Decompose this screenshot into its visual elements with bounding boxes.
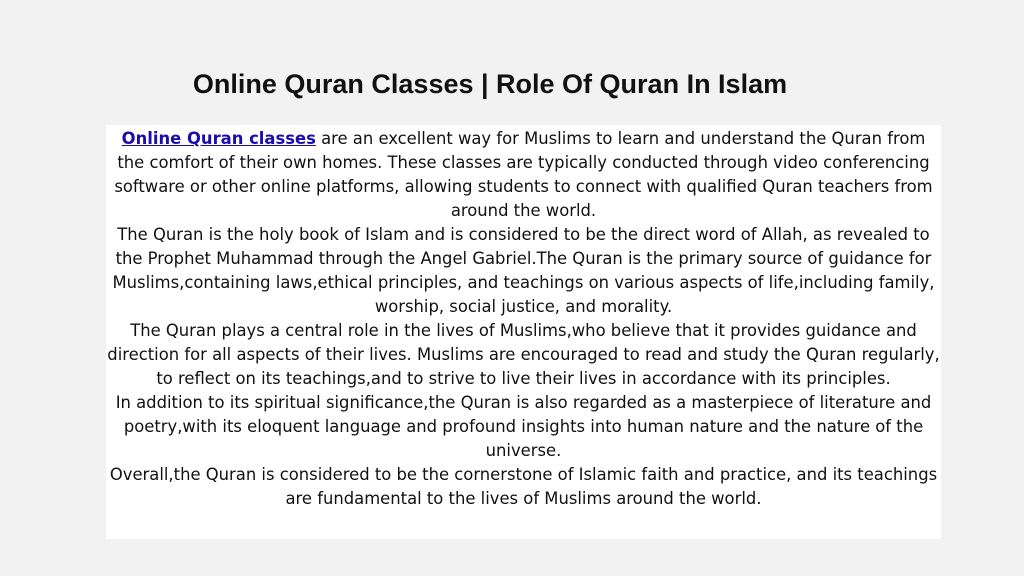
intro-text: are an excellent way for Muslims to learn and understand the Quran from the comfort of their own homes. These classes are typically conducted through video conferencing software or other online platforms, allowing students to connect with qualified Quran teachers from around the world. xyxy=(114,129,933,220)
page-title: Online Quran Classes | Role Of Quran In Islam xyxy=(192,69,788,99)
online-quran-classes-link[interactable]: Online Quran classes xyxy=(121,129,316,148)
paragraph-overall: Overall,the Quran is considered to be the cornerstone of Islamic faith and practice, and its teachings are fundamental to the lives of Muslims around the world. xyxy=(109,465,938,508)
article-body xyxy=(106,125,941,539)
intro-paragraph xyxy=(106,127,941,223)
paragraph-holy-book: The Quran is the holy book of Islam and is considered to be the direct word of Allah, as revealed to the Prophet Muhammad through the Angel Gabriel.The Quran is the primary source of guidance for Muslims,containing laws,ethical principles, and teachings on various aspects of life,including family, worship, social justice, and morality. xyxy=(112,225,935,316)
paragraph-spiritual-significance: In addition to its spiritual significance,the Quran is also regarded as a masterpiece of literature and poetry,with its eloquent language and profound insights into human nature and the nature of the universe. xyxy=(115,393,932,460)
paragraph-central-role: The Quran plays a central role in the lives of Muslims,who believe that it provides guidance and direction for all aspects of their lives. Muslims are encouraged to read and study the Quran regularly, to reflect on its teachings,and to strive to live their lives in accordance with its principles. xyxy=(107,321,940,388)
